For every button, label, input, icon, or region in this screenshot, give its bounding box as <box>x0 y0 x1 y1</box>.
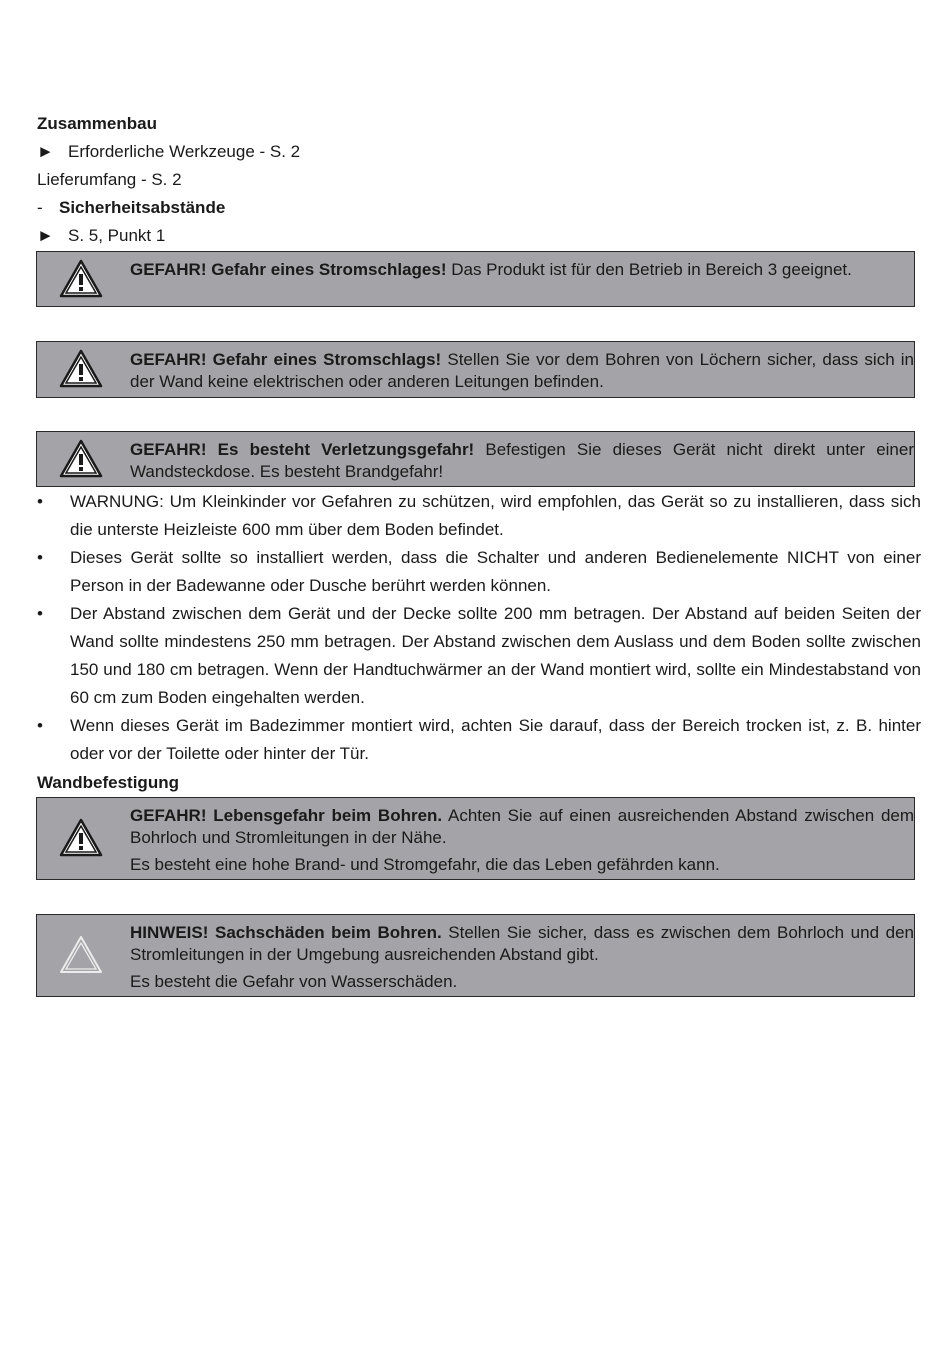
page-ref <box>37 226 165 246</box>
notice-body-second: Es besteht die Gefahr von Wasserschäden. <box>130 972 458 991</box>
notice-text <box>130 922 914 993</box>
warning-text <box>130 259 914 281</box>
distances-heading-text: Sicherheitsabstände <box>59 198 226 217</box>
warning-body: Achten Sie auf einen ausreichenden Abstand zwischen dem Bohrloch und Stromleitungen in der Nähe. <box>130 806 915 847</box>
warning-triangle-outline-icon <box>59 935 103 975</box>
list-item <box>37 544 921 600</box>
notice-lead: HINWEIS! Sachschäden beim Bohren. <box>130 923 442 942</box>
warning-text <box>130 349 914 393</box>
warning-box <box>36 341 915 398</box>
list-item-text: WARNUNG: Um Kleinkinder vor Gefahren zu schützen, wird empfohlen, das Gerät so zu installieren, dass sich die unterste Heizleiste 600 mm über dem Boden befindet. <box>70 492 921 539</box>
warning-body: Stellen Sie vor dem Bohren von Löchern sicher, dass sich in der Wand keine elektrischen oder anderen Leitungen befinden. <box>130 350 914 391</box>
warning-lead: GEFAHR! Es besteht Verletzungsgefahr! <box>130 440 475 459</box>
warning-text <box>130 439 914 483</box>
tools-ref-text: Erforderliche Werkzeuge - S. 2 <box>68 142 301 161</box>
warning-triangle-icon <box>59 259 103 299</box>
list-item <box>37 712 921 768</box>
warning-triangle-icon <box>59 349 103 389</box>
list-item-text: Wenn dieses Gerät im Badezimmer montiert wird, achten Sie darauf, dass der Bereich trocken ist, z. B. hinter oder vor der Toilette oder hinter der Tür. <box>70 716 921 763</box>
list-item <box>37 600 921 712</box>
list-item-text: Der Abstand zwischen dem Gerät und der Decke sollte 200 mm betragen. Der Abstand auf beiden Seiten der Wand sollte mindestens 250 mm betragen. Der Abstand zwischen dem Auslass und dem Boden sollte zwischen 150 und 180 cm betragen. Wenn der Handtuchwärmer an der Wand montiert wird, sollte ein Mindestabstand von 60 cm zum Boden eingehalten werden. <box>70 604 921 707</box>
warning-body-second: Es besteht eine hohe Brand- und Stromgefahr, die das Leben gefährden kann. <box>130 855 720 874</box>
warning-lead: GEFAHR! Lebensgefahr beim Bohren. <box>130 806 443 825</box>
bullet-dot: • <box>37 604 43 623</box>
play-arrow-icon: ► <box>37 226 54 245</box>
section-title-assembly: Zusammenbau <box>37 114 157 133</box>
play-arrow-icon: ► <box>37 142 54 161</box>
dash-marker: - <box>37 198 43 217</box>
page-ref-text: S. 5, Punkt 1 <box>68 226 166 245</box>
warning-body: Das Produkt ist für den Betrieb in Bereich 3 geeignet. <box>446 260 852 279</box>
warning-box <box>36 431 915 487</box>
warning-text <box>130 805 914 876</box>
section-title-wall-mounting: Wandbefestigung <box>37 773 179 792</box>
scope-ref: Lieferumfang - S. 2 <box>37 170 182 189</box>
notice-body: Stellen Sie sicher, dass es zwischen dem Bohrloch und den Stromleitungen in der Umgebung ausreichenden Abstand gibt. <box>130 923 915 964</box>
warning-triangle-icon <box>59 818 103 858</box>
warning-box <box>36 797 915 880</box>
list-item-text: Dieses Gerät sollte so installiert werden, dass die Schalter und anderen Bedienelemente NICHT von einer Person in der Badewanne oder Dusche berührt werden können. <box>70 548 921 595</box>
warning-box <box>36 251 915 307</box>
warning-body: Befestigen Sie dieses Gerät nicht direkt unter einer Wandsteckdose. Es besteht Brandgefahr! <box>130 440 914 481</box>
warning-lead: GEFAHR! Gefahr eines Stromschlags! <box>130 350 442 369</box>
safety-bullet-list <box>37 488 921 768</box>
tools-ref <box>37 142 300 162</box>
bullet-dot: • <box>37 492 43 511</box>
distances-heading <box>37 198 225 218</box>
warning-lead: GEFAHR! Gefahr eines Stromschlages! <box>130 260 447 279</box>
notice-box <box>36 914 915 997</box>
bullet-dot: • <box>37 548 43 567</box>
bullet-dot: • <box>37 716 43 735</box>
list-item <box>37 488 921 544</box>
warning-triangle-icon <box>59 439 103 479</box>
